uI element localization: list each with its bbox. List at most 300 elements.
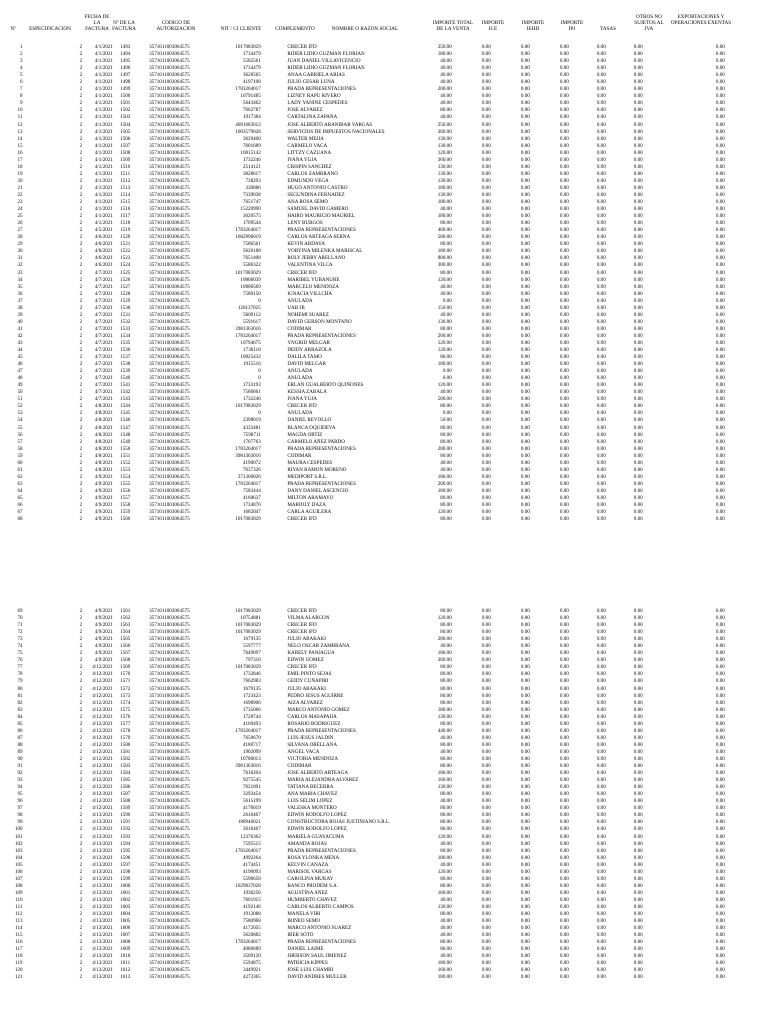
row-especificacion: 2 xyxy=(79,847,83,854)
row-importe-iehd: 0.00 xyxy=(520,121,530,128)
row-importe-ipj: 0.00 xyxy=(559,220,569,227)
row-importe-ipj: 0.00 xyxy=(559,156,569,163)
row-tasas: 0.00 xyxy=(596,191,606,198)
row-importe-ipj: 0.00 xyxy=(559,692,569,699)
row-importe-total: 40.00 xyxy=(440,206,452,213)
row-importe-total: 160.00 xyxy=(437,889,452,896)
row-especificacion: 2 xyxy=(79,734,83,741)
row-fecha: 4/12/2021 xyxy=(92,777,113,784)
row-fecha: 4/7/2021 xyxy=(94,382,113,389)
row-nombre: JULIO ABAKAKI xyxy=(287,685,326,692)
row-tasas: 0.00 xyxy=(596,339,606,346)
row-codigo: 3571011003064575 xyxy=(149,706,190,713)
row-especificacion: 2 xyxy=(79,896,83,903)
row-nfactura: 1555 xyxy=(120,480,131,487)
row-nfactura: 1545 xyxy=(120,410,131,417)
row-nombre: PRADA REPRESENTACIONES xyxy=(287,332,356,339)
row-otros: 0.00 xyxy=(633,58,643,65)
row-nfactura: 1541 xyxy=(120,382,131,389)
row-nombre: CARLOS MASAPAIJA xyxy=(287,713,337,720)
row-nombre: KEVIN ARDAYA xyxy=(287,241,325,248)
row-especificacion: 2 xyxy=(79,213,83,220)
row-importe-ipj: 0.00 xyxy=(559,438,569,445)
row-fecha: 4/13/2021 xyxy=(92,932,113,939)
row-importe-ipj: 0.00 xyxy=(559,664,569,671)
row-importe-total: 80.00 xyxy=(440,819,452,826)
table-row xyxy=(0,777,768,784)
row-tasas: 0.00 xyxy=(596,727,606,734)
row-complemento xyxy=(261,481,284,488)
table-row xyxy=(0,199,768,206)
row-especificacion: 2 xyxy=(79,93,83,100)
table-row xyxy=(0,636,768,643)
row-number: 71 xyxy=(17,622,23,629)
row-complemento xyxy=(261,805,284,812)
row-nfactura: 1562 xyxy=(120,615,131,622)
row-importe-ice: 0.00 xyxy=(481,502,491,509)
row-nit: 5597777 xyxy=(242,643,261,650)
row-importe-ice: 0.00 xyxy=(481,438,491,445)
row-spacer xyxy=(727,241,768,248)
row-importe-total: 40.00 xyxy=(440,100,452,107)
row-complemento xyxy=(261,686,284,693)
row-especificacion: 2 xyxy=(79,403,83,410)
row-importe-total: 80.00 xyxy=(440,516,452,523)
row-tasas: 0.00 xyxy=(596,332,606,339)
row-nit: 3981363016 xyxy=(235,325,261,332)
row-importe-iehd: 0.00 xyxy=(520,678,530,685)
row-number: 101 xyxy=(14,833,23,840)
row-export: 0.00 xyxy=(715,297,725,304)
row-otros: 0.00 xyxy=(633,248,643,255)
row-nfactura: 1572 xyxy=(120,685,131,692)
row-codigo: 3571011003064575 xyxy=(149,65,190,72)
row-especificacion: 2 xyxy=(79,445,83,452)
row-fecha: 4/1/2021 xyxy=(94,121,113,128)
row-importe-ipj: 0.00 xyxy=(559,234,569,241)
row-nombre: ANAA GABRIELA ARIAS xyxy=(287,72,345,79)
row-nit: 7586561 xyxy=(242,241,261,248)
row-importe-ipj: 0.00 xyxy=(559,354,569,361)
row-especificacion: 2 xyxy=(79,51,83,58)
row-number: 37 xyxy=(17,297,23,304)
row-nfactura: 1495 xyxy=(120,58,131,65)
row-codigo: 3571011003064575 xyxy=(149,734,190,741)
row-nombre: LADY YANINE CESPEDES xyxy=(287,100,348,107)
row-importe-iehd: 0.00 xyxy=(520,487,530,494)
row-importe-ipj: 0.00 xyxy=(559,798,569,805)
row-tasas: 0.00 xyxy=(596,354,606,361)
row-nombre: JOSE ALVAREZ xyxy=(287,107,323,114)
table-row xyxy=(0,826,768,833)
row-nfactura: 1527 xyxy=(120,283,131,290)
row-importe-iehd: 0.00 xyxy=(520,58,530,65)
row-importe-iehd: 0.00 xyxy=(520,939,530,946)
row-importe-iehd: 0.00 xyxy=(520,396,530,403)
row-otros: 0.00 xyxy=(633,727,643,734)
row-importe-iehd: 0.00 xyxy=(520,636,530,643)
row-importe-total: 0.00 xyxy=(442,410,452,417)
row-importe-total: 40.00 xyxy=(440,896,452,903)
row-number: 66 xyxy=(17,502,23,509)
row-importe-total: 130.00 xyxy=(437,135,452,142)
row-importe-iehd: 0.00 xyxy=(520,276,530,283)
row-tasas: 0.00 xyxy=(596,304,606,311)
row-fecha: 4/13/2021 xyxy=(92,946,113,953)
row-importe-ipj: 0.00 xyxy=(559,375,569,382)
table-row xyxy=(0,960,768,967)
row-spacer xyxy=(727,185,768,192)
row-complemento xyxy=(261,467,284,474)
row-importe-total: 150.00 xyxy=(437,304,452,311)
row-complemento xyxy=(261,488,284,495)
row-export: 0.00 xyxy=(715,925,725,932)
row-importe-ipj: 0.00 xyxy=(559,318,569,325)
row-nombre: ANULADA xyxy=(287,368,313,375)
table-row xyxy=(0,939,768,946)
row-export: 0.00 xyxy=(715,135,725,142)
row-otros: 0.00 xyxy=(633,903,643,910)
row-complemento xyxy=(261,375,284,382)
row-importe-ice: 0.00 xyxy=(481,58,491,65)
row-number: 20 xyxy=(17,177,23,184)
row-nfactura: 1556 xyxy=(120,487,131,494)
row-export: 0.00 xyxy=(715,833,725,840)
row-export: 0.00 xyxy=(715,812,725,819)
row-nfactura: 1501 xyxy=(120,100,131,107)
row-number: 7 xyxy=(20,86,23,93)
row-export: 0.00 xyxy=(715,44,725,50)
row-importe-ice: 0.00 xyxy=(481,664,491,671)
row-importe-total: 40.00 xyxy=(440,72,452,79)
row-especificacion: 2 xyxy=(79,354,83,361)
row-nit: 15220990 xyxy=(240,206,261,213)
row-nombre: CRECER IFD xyxy=(287,269,317,276)
row-complemento xyxy=(261,234,284,241)
row-especificacion: 2 xyxy=(79,65,83,72)
row-importe-total: 40.00 xyxy=(440,953,452,960)
row-nombre: MANELA VIRI xyxy=(287,911,321,918)
row-nit: 7649697 xyxy=(242,650,261,657)
row-complemento xyxy=(261,474,284,481)
row-nfactura: 1522 xyxy=(120,248,131,255)
row-especificacion: 2 xyxy=(79,629,83,636)
row-fecha: 4/9/2021 xyxy=(94,487,113,494)
row-export: 0.00 xyxy=(715,741,725,748)
row-importe-total: 40.00 xyxy=(440,114,452,121)
row-importe-ice: 0.00 xyxy=(481,191,491,198)
row-nit: 1698906 xyxy=(242,699,261,706)
row-export: 0.00 xyxy=(715,128,725,135)
row-spacer xyxy=(727,798,768,805)
row-importe-ipj: 0.00 xyxy=(559,636,569,643)
row-complemento xyxy=(261,326,284,333)
row-importe-iehd: 0.00 xyxy=(520,191,530,198)
row-importe-total: 80.00 xyxy=(440,671,452,678)
row-importe-ice: 0.00 xyxy=(481,777,491,784)
row-export: 0.00 xyxy=(715,847,725,854)
row-number: 2 xyxy=(20,51,23,58)
row-importe-ipj: 0.00 xyxy=(559,241,569,248)
row-importe-ipj: 0.00 xyxy=(559,509,569,516)
row-export: 0.00 xyxy=(715,290,725,297)
row-spacer xyxy=(727,403,768,410)
row-export: 0.00 xyxy=(715,375,725,382)
row-tasas: 0.00 xyxy=(596,636,606,643)
row-nfactura: 1502 xyxy=(120,107,131,114)
row-importe-iehd: 0.00 xyxy=(520,177,530,184)
row-especificacion: 2 xyxy=(79,720,83,727)
row-codigo: 3571011003064575 xyxy=(149,220,190,227)
row-nfactura: 1536 xyxy=(120,347,131,354)
row-nombre: LUIS JESUS JALDIN xyxy=(287,734,334,741)
row-number: 16 xyxy=(17,149,23,156)
row-nit: 1017083029 xyxy=(235,608,261,614)
row-otros: 0.00 xyxy=(633,304,643,311)
row-spacer xyxy=(727,502,768,509)
table-row xyxy=(0,432,768,439)
row-number: 47 xyxy=(17,368,23,375)
row-spacer xyxy=(727,270,768,277)
row-importe-total: 40.00 xyxy=(440,389,452,396)
row-nit: 1783264017 xyxy=(235,727,261,734)
row-importe-total: 40.00 xyxy=(440,79,452,86)
row-importe-iehd: 0.00 xyxy=(520,509,530,516)
row-importe-ipj: 0.00 xyxy=(559,791,569,798)
table-row xyxy=(0,410,768,417)
row-spacer xyxy=(727,333,768,340)
row-nit: 7621091 xyxy=(242,784,261,791)
row-number: 19 xyxy=(17,170,23,177)
row-complemento xyxy=(261,819,284,826)
row-complemento xyxy=(261,122,284,129)
row-importe-total: 80.00 xyxy=(440,812,452,819)
row-number: 97 xyxy=(17,805,23,812)
row-importe-iehd: 0.00 xyxy=(520,748,530,755)
row-nit: 1730110 xyxy=(243,347,261,354)
row-importe-total: 80.00 xyxy=(440,424,452,431)
row-export: 0.00 xyxy=(715,487,725,494)
row-number: 1 xyxy=(20,44,23,50)
row-number: 15 xyxy=(17,142,23,149)
row-spacer xyxy=(727,284,768,291)
row-tasas: 0.00 xyxy=(596,269,606,276)
row-nombre: AIZA ALVAREZ xyxy=(287,699,323,706)
row-importe-ipj: 0.00 xyxy=(559,889,569,896)
row-tasas: 0.00 xyxy=(596,791,606,798)
row-fecha: 4/12/2021 xyxy=(92,699,113,706)
row-importe-ipj: 0.00 xyxy=(559,191,569,198)
row-importe-ipj: 0.00 xyxy=(559,382,569,389)
row-spacer xyxy=(727,375,768,382)
row-codigo: 3571011003064575 xyxy=(149,953,190,960)
table-row xyxy=(0,319,768,326)
row-spacer xyxy=(727,79,768,86)
row-importe-iehd: 0.00 xyxy=(520,114,530,121)
row-importe-iehd: 0.00 xyxy=(520,466,530,473)
row-importe-total: 130.00 xyxy=(437,170,452,177)
row-fecha: 4/13/2021 xyxy=(92,833,113,840)
row-importe-ipj: 0.00 xyxy=(559,784,569,791)
row-nfactura: 1546 xyxy=(120,417,131,424)
row-importe-ipj: 0.00 xyxy=(559,720,569,727)
row-nit: 3620575 xyxy=(242,213,261,220)
row-number: 26 xyxy=(17,220,23,227)
row-importe-ipj: 0.00 xyxy=(559,932,569,939)
row-spacer xyxy=(727,862,768,869)
row-nit: 7583444 xyxy=(242,487,261,494)
table-row xyxy=(0,622,768,629)
row-importe-iehd: 0.00 xyxy=(520,368,530,375)
row-nit: 4192146 xyxy=(242,903,261,910)
row-nit: 5596658 xyxy=(242,875,261,882)
row-nombre: MARIOLY DAZA xyxy=(287,502,326,509)
row-number: 74 xyxy=(17,643,23,650)
row-nombre: MEDIPORT S.R.L. xyxy=(287,473,328,480)
row-importe-total: 80.00 xyxy=(440,763,452,770)
row-number: 96 xyxy=(17,798,23,805)
row-especificacion: 2 xyxy=(79,100,83,107)
row-importe-total: 40.00 xyxy=(440,734,452,741)
row-number: 39 xyxy=(17,311,23,318)
row-importe-total: 500.00 xyxy=(437,234,452,241)
row-spacer xyxy=(727,721,768,728)
row-export: 0.00 xyxy=(715,826,725,833)
row-importe-ice: 0.00 xyxy=(481,128,491,135)
row-nfactura: 1515 xyxy=(120,199,131,206)
row-importe-ice: 0.00 xyxy=(481,156,491,163)
row-importe-ice: 0.00 xyxy=(481,206,491,213)
row-tasas: 0.00 xyxy=(596,325,606,332)
row-nfactura: 1612 xyxy=(120,967,131,974)
row-fecha: 4/1/2021 xyxy=(94,44,113,50)
row-especificacion: 2 xyxy=(79,889,83,896)
col-header-importe-iehd: IMPORTE IEHD xyxy=(521,20,545,32)
row-otros: 0.00 xyxy=(633,932,643,939)
row-otros: 0.00 xyxy=(633,276,643,283)
row-otros: 0.00 xyxy=(633,636,643,643)
row-complemento xyxy=(261,361,284,368)
row-nombre: ANULADA xyxy=(287,410,313,417)
row-codigo: 3571011003064575 xyxy=(149,382,190,389)
row-nit: 1017083029 xyxy=(235,403,261,410)
row-especificacion: 2 xyxy=(79,163,83,170)
table-row xyxy=(0,657,768,664)
row-number: 102 xyxy=(14,840,23,847)
row-tasas: 0.00 xyxy=(596,643,606,650)
row-export: 0.00 xyxy=(715,389,725,396)
row-importe-total: 180.00 xyxy=(437,854,452,861)
row-spacer xyxy=(727,707,768,714)
row-especificacion: 2 xyxy=(79,664,83,671)
row-fecha: 4/9/2021 xyxy=(94,657,113,664)
row-spacer xyxy=(727,953,768,960)
row-complemento xyxy=(261,728,284,735)
row-codigo: 3571011003064575 xyxy=(149,720,190,727)
row-nfactura: 1500 xyxy=(120,93,131,100)
row-spacer xyxy=(727,72,768,79)
row-otros: 0.00 xyxy=(633,86,643,93)
row-importe-total: 200.00 xyxy=(437,332,452,339)
row-tasas: 0.00 xyxy=(596,389,606,396)
row-number: 110 xyxy=(15,896,23,903)
row-nfactura: 1575 xyxy=(120,706,131,713)
row-importe-ice: 0.00 xyxy=(481,318,491,325)
row-codigo: 3571011003064575 xyxy=(149,452,190,459)
row-spacer xyxy=(727,622,768,629)
row-fecha: 4/12/2021 xyxy=(92,706,113,713)
row-otros: 0.00 xyxy=(633,325,643,332)
row-export: 0.00 xyxy=(715,840,725,847)
row-nombre: SEGUNDINA FERNADEZ xyxy=(287,191,345,198)
row-nfactura: 1508 xyxy=(120,149,131,156)
row-export: 0.00 xyxy=(715,960,725,967)
row-codigo: 3571011003064575 xyxy=(149,833,190,840)
row-complemento xyxy=(261,425,284,432)
row-importe-ice: 0.00 xyxy=(481,516,491,523)
row-especificacion: 2 xyxy=(79,480,83,487)
row-codigo: 3571011003064575 xyxy=(149,466,190,473)
row-fecha: 4/8/2021 xyxy=(94,445,113,452)
row-spacer xyxy=(727,425,768,432)
row-complemento xyxy=(261,65,284,72)
row-complemento xyxy=(261,114,284,121)
row-fecha: 4/13/2021 xyxy=(92,889,113,896)
row-tasas: 0.00 xyxy=(596,868,606,875)
table-row xyxy=(0,756,768,763)
row-tasas: 0.00 xyxy=(596,86,606,93)
row-nombre: GEIDY CUÑAPIRI xyxy=(287,678,329,685)
row-complemento xyxy=(261,157,284,164)
row-importe-ipj: 0.00 xyxy=(559,875,569,882)
row-otros: 0.00 xyxy=(633,262,643,269)
row-export: 0.00 xyxy=(715,967,725,974)
row-otros: 0.00 xyxy=(633,720,643,727)
row-fecha: 4/7/2021 xyxy=(94,311,113,318)
row-complemento xyxy=(261,150,284,157)
row-fecha: 4/13/2021 xyxy=(92,939,113,946)
row-importe-ipj: 0.00 xyxy=(559,911,569,918)
row-importe-total: 120.00 xyxy=(437,615,452,622)
row-fecha: 4/7/2021 xyxy=(94,375,113,382)
row-importe-ice: 0.00 xyxy=(481,93,491,100)
row-codigo: 3571011003064575 xyxy=(149,636,190,643)
row-number: 30 xyxy=(17,248,23,255)
row-nit: 1930256 xyxy=(242,889,261,896)
row-otros: 0.00 xyxy=(633,615,643,622)
row-importe-ice: 0.00 xyxy=(481,889,491,896)
row-nfactura: 1600 xyxy=(120,882,131,889)
row-fecha: 4/13/2021 xyxy=(92,953,113,960)
row-nit: 3828617 xyxy=(242,170,261,177)
row-importe-total: 120.00 xyxy=(437,347,452,354)
row-especificacion: 2 xyxy=(79,741,83,748)
row-nfactura: 1559 xyxy=(120,509,131,516)
row-nit: 10806569 xyxy=(240,283,261,290)
table-row xyxy=(0,389,768,396)
row-spacer xyxy=(727,171,768,178)
row-especificacion: 2 xyxy=(79,438,83,445)
row-number: 5 xyxy=(20,72,23,79)
row-spacer xyxy=(727,967,768,974)
row-spacer xyxy=(727,890,768,897)
row-export: 0.00 xyxy=(715,199,725,206)
row-nfactura: 1599 xyxy=(120,875,131,882)
row-nfactura: 1570 xyxy=(120,671,131,678)
row-number: 81 xyxy=(17,692,23,699)
row-export: 0.00 xyxy=(715,459,725,466)
row-otros: 0.00 xyxy=(633,311,643,318)
